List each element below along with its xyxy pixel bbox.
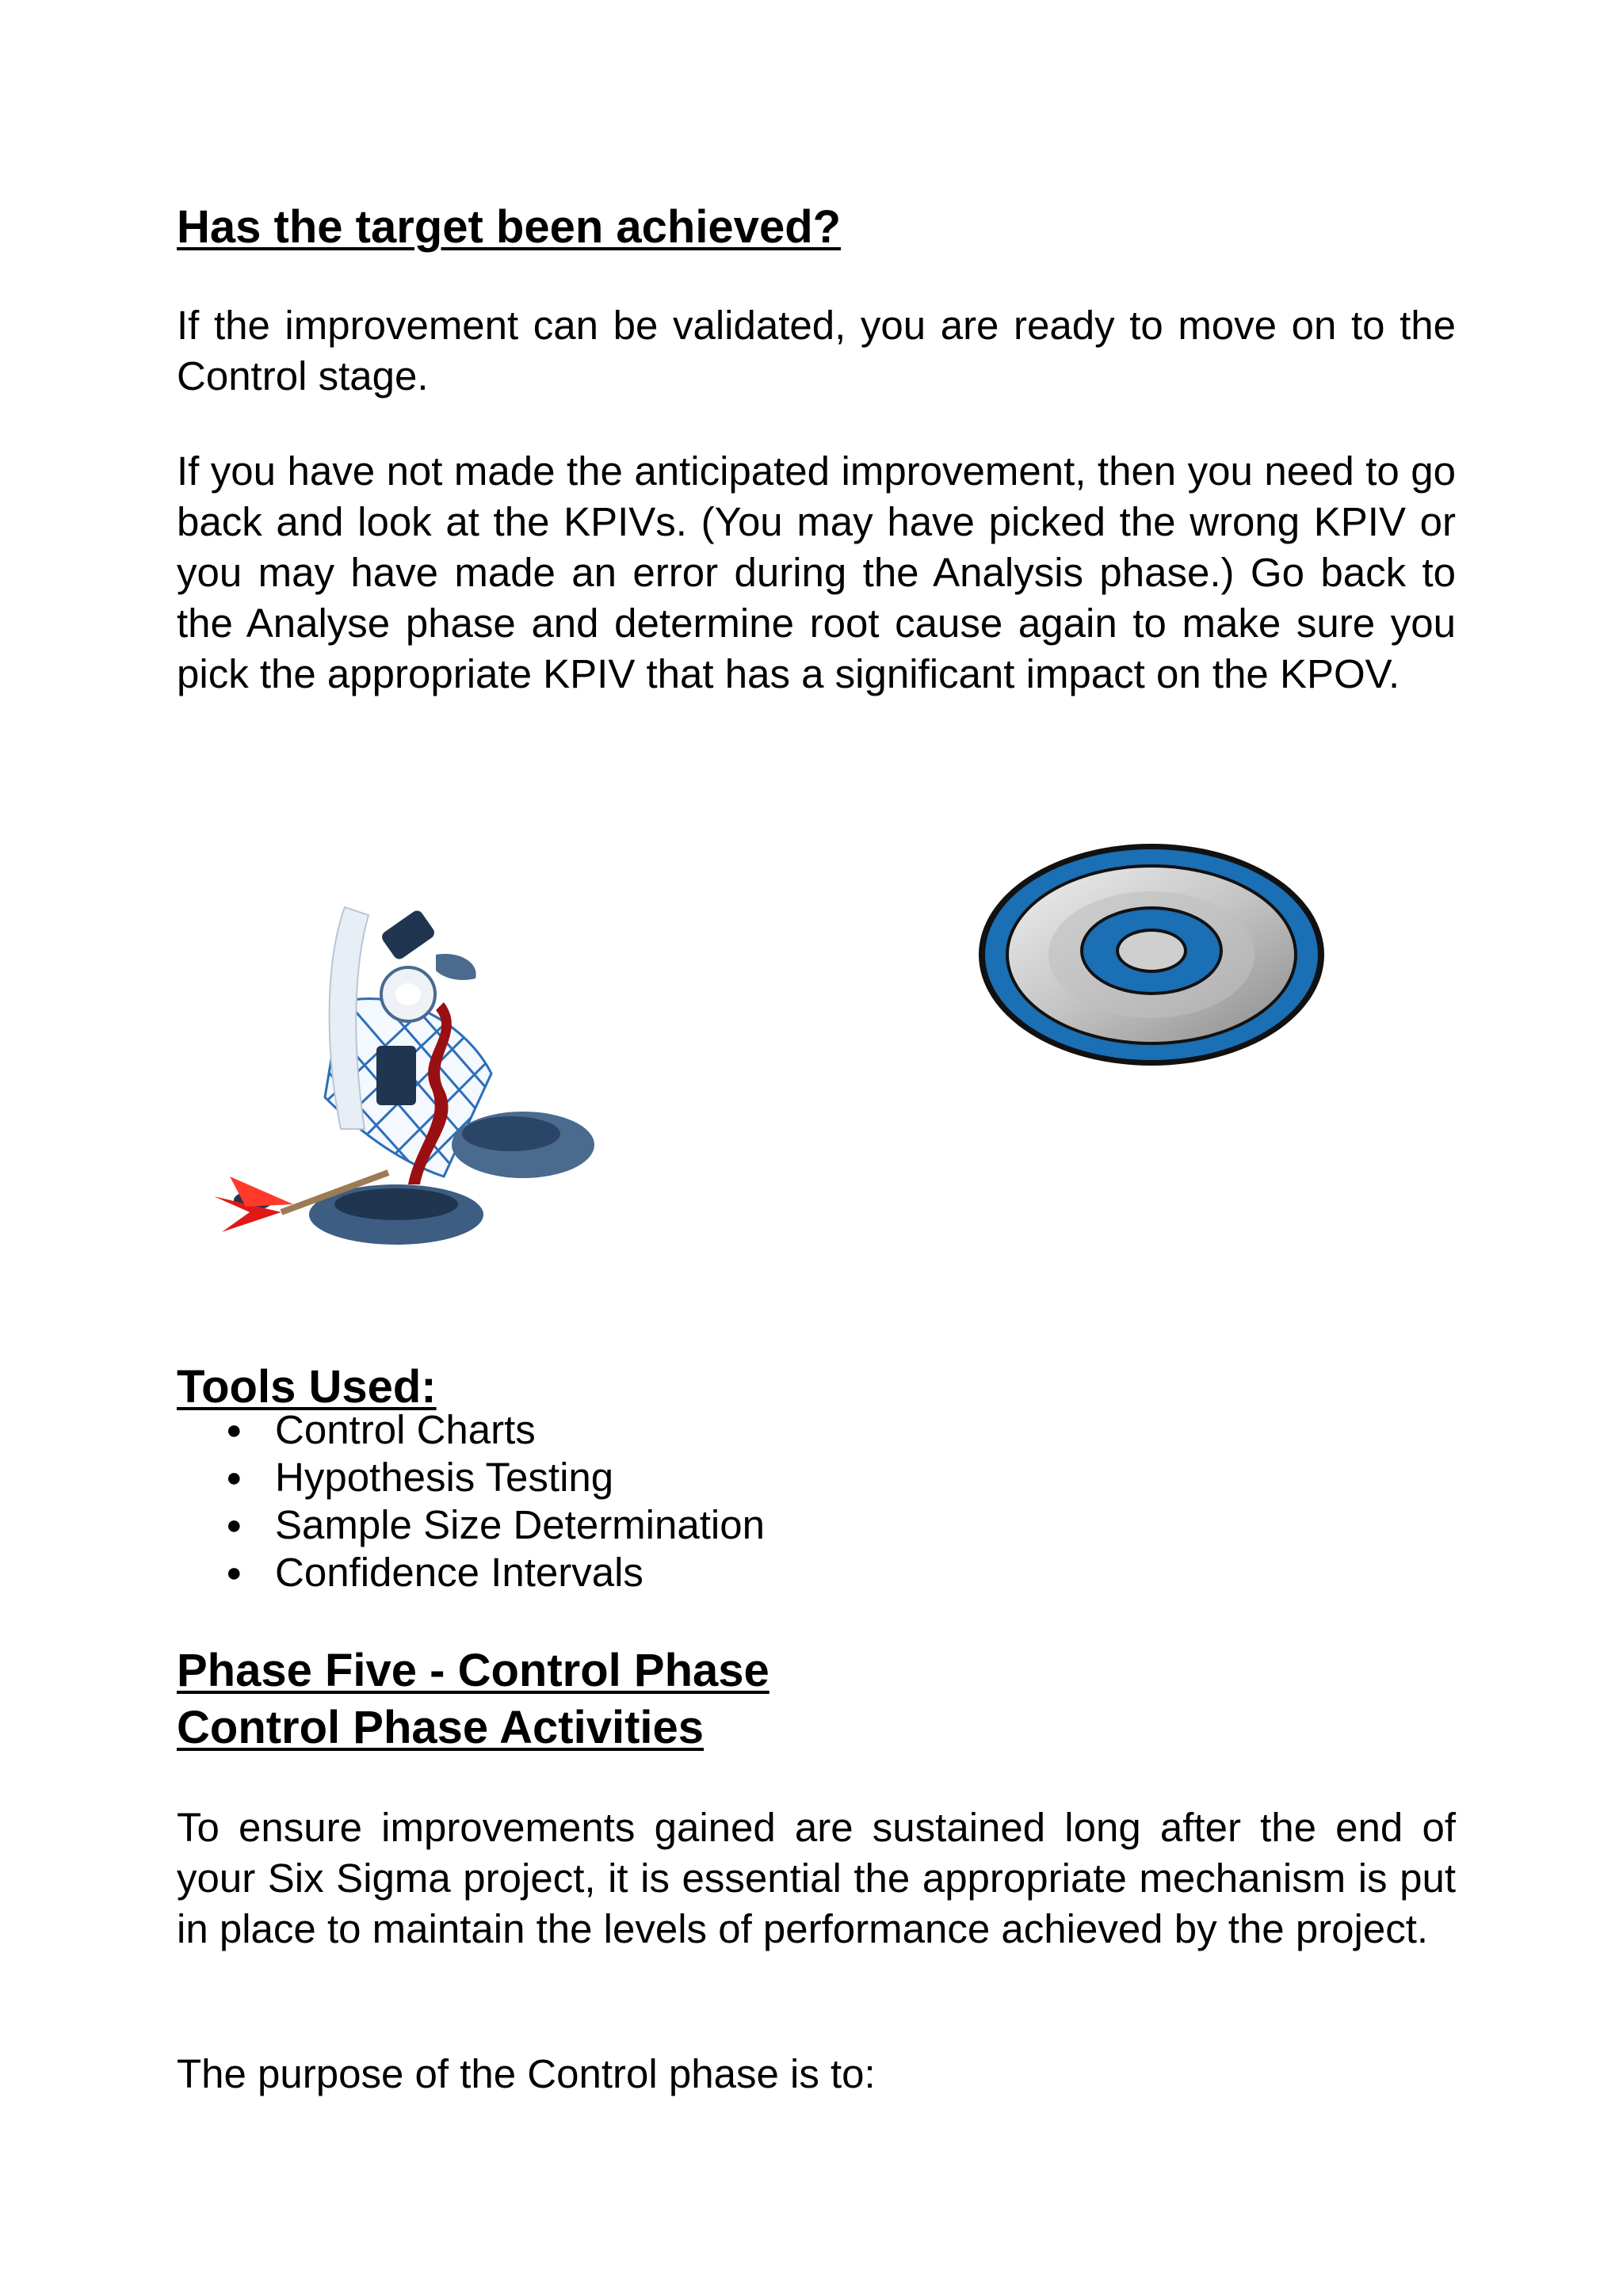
list-item [177, 1454, 765, 1501]
tool-label: Confidence Intervals [275, 1550, 643, 1595]
tools-list [177, 1406, 765, 1596]
tool-label: Sample Size Determination [275, 1502, 765, 1547]
tool-label: Hypothesis Testing [275, 1455, 614, 1500]
paragraph-validated: If the improvement can be validated, you are ready to move on to the Control stage. [177, 303, 1456, 399]
target-icon [973, 840, 1330, 1070]
heading-target-achieved: Has the target been achieved? [177, 201, 842, 253]
bullet-icon: ● [226, 1463, 242, 1493]
heading-tools-used: Tools Used: [177, 1361, 437, 1413]
list-item [177, 1501, 765, 1549]
list-item [177, 1406, 765, 1454]
list-item [177, 1549, 765, 1596]
bullet-icon: ● [226, 1510, 242, 1540]
missed-dart-figure-icon [206, 891, 610, 1256]
heading-phase-five: Phase Five - Control Phase [177, 1645, 769, 1696]
paragraph-ensure-improvements: To ensure improvements gained are sustained long after the end of your Six Sigma project, it is essential the appropriate mechanism is put in place to maintain the levels of performance achieved by the project. [177, 1805, 1456, 1951]
bullet-icon: ● [226, 1415, 242, 1445]
paragraph-control-purpose: The purpose of the Control phase is to: [177, 2051, 876, 2096]
paragraph-not-improved: If you have not made the anticipated improvement, then you need to go back and look at the KPIVs. (You may have picked the wrong KPIV or you may have made an error during the Analysis phase.) Go back to the Analyse phase and determine root cause again to make sure you pick the appropriate KPIV that has a significant impact on the KPOV. [177, 448, 1456, 696]
heading-control-activities: Control Phase Activities [177, 1702, 705, 1753]
tool-label: Control Charts [275, 1407, 536, 1452]
bullet-icon: ● [226, 1558, 242, 1588]
